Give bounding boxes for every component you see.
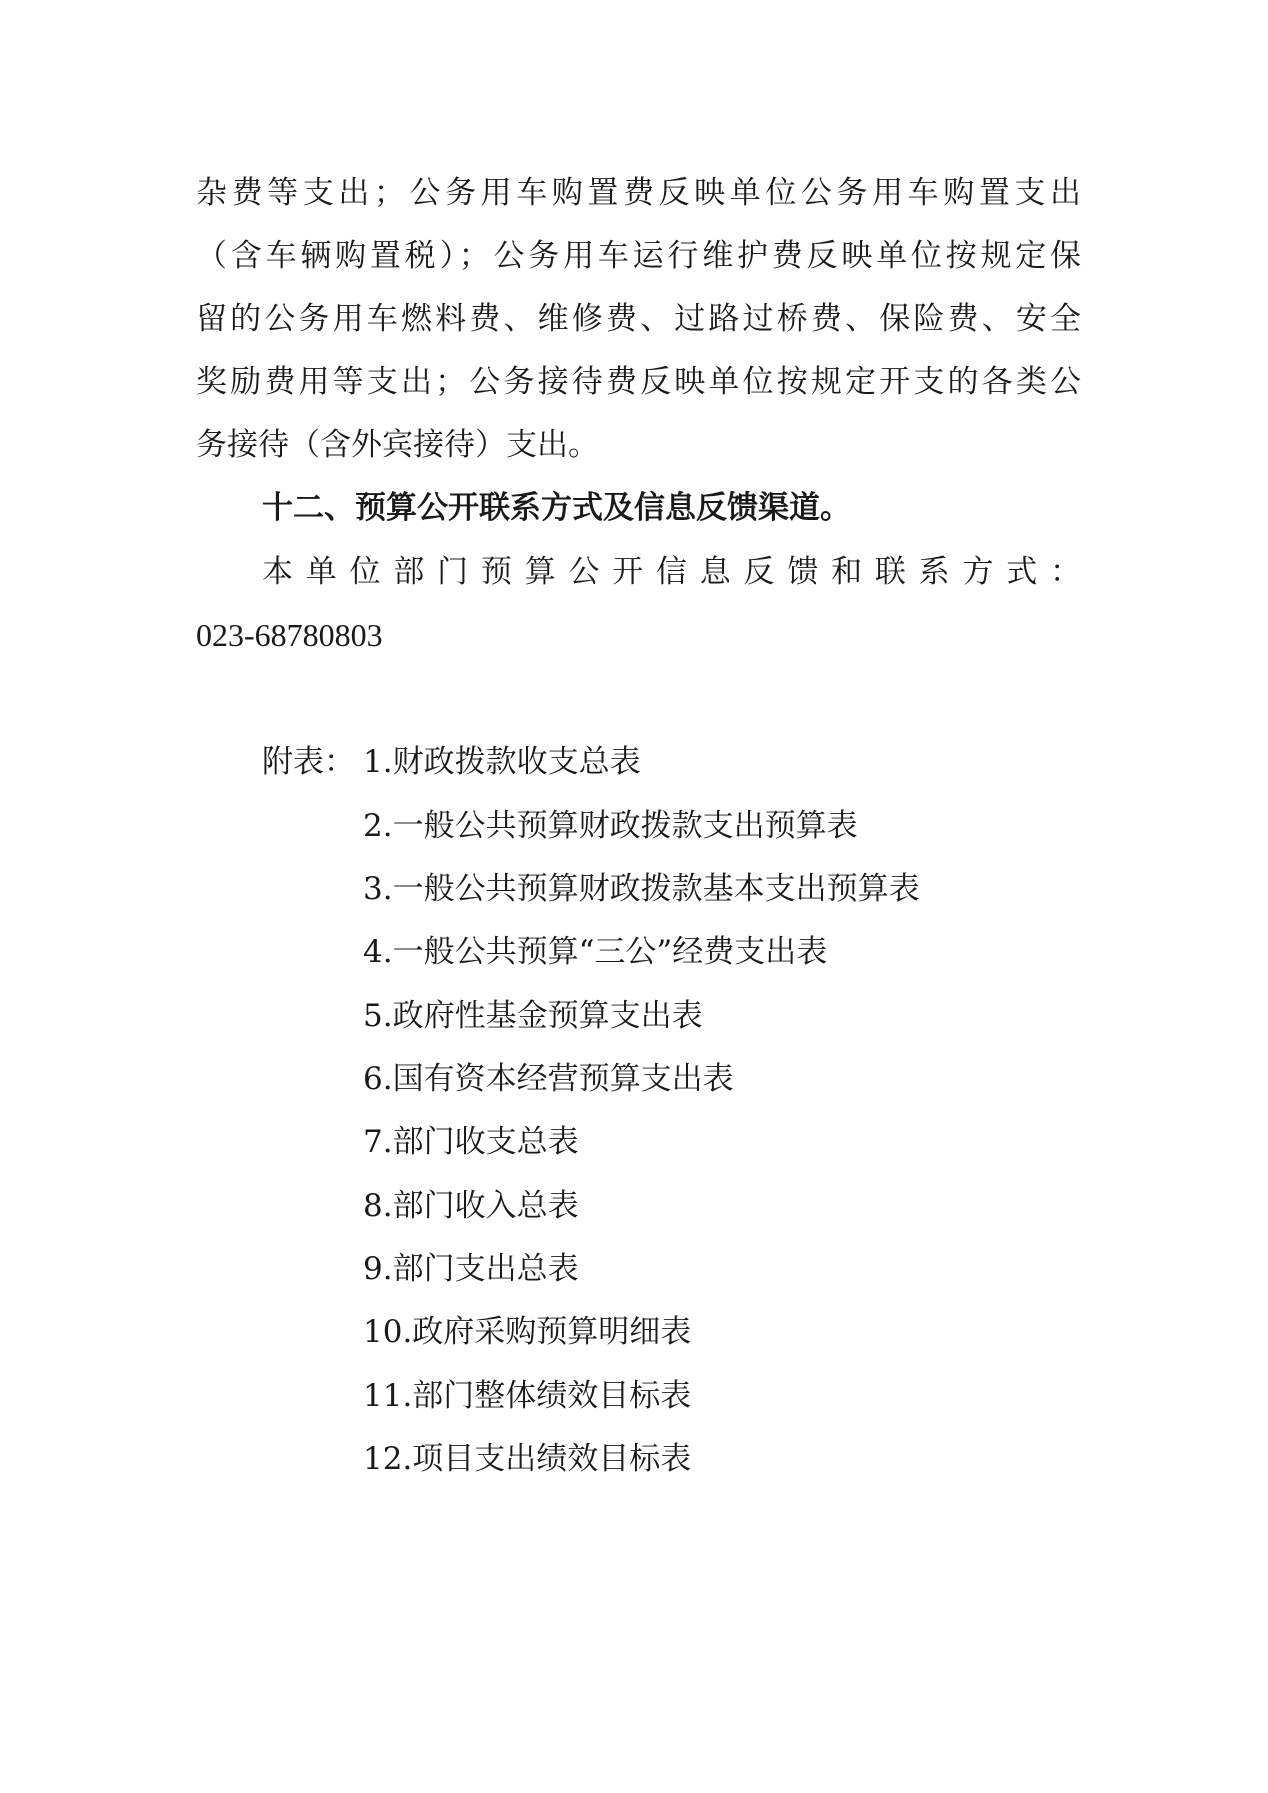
attachment-item: 7.部门收支总表 xyxy=(363,1124,579,1160)
paragraph-line: 留的公务用车燃料费、维修费、过路过桥费、保险费、安全 xyxy=(196,301,1081,337)
attachment-item: 3.一般公共预算财政拨款基本支出预算表 xyxy=(363,871,920,907)
attachment-item: 6.国有资本经营预算支出表 xyxy=(363,1061,734,1097)
attachment-item: 5.政府性基金预算支出表 xyxy=(363,998,703,1034)
attachment-item: 12.项目支出绩效目标表 xyxy=(363,1441,692,1477)
paragraph-line: （含车辆购置税）；公务用车运行维护费反映单位按规定保 xyxy=(196,238,1081,274)
attachments-label: 附表： xyxy=(262,744,355,780)
paragraph-line: 奖励费用等支出；公务接待费反映单位按规定开支的各类公 xyxy=(196,364,1081,400)
paragraph-line: 务接待（含外宾接待）支出。 xyxy=(196,427,599,463)
section-heading: 十二、预算公开联系方式及信息反馈渠道。 xyxy=(262,490,851,526)
paragraph-line: 杂费等支出；公务用车购置费反映单位公务用车购置支出 xyxy=(196,175,1081,211)
contact-line: 本单位部门预算公开信息反馈和联系方式： xyxy=(262,554,1081,590)
attachment-item: 10.政府采购预算明细表 xyxy=(363,1314,692,1350)
contact-phone: 023-68780803 xyxy=(196,617,383,653)
attachment-item: 8.部门收入总表 xyxy=(363,1188,579,1224)
attachment-item: 11.部门整体绩效目标表 xyxy=(363,1378,692,1414)
attachment-item: 9.部门支出总表 xyxy=(363,1251,579,1287)
attachment-item: 4.一般公共预算“三公”经费支出表 xyxy=(363,934,828,970)
attachment-item: 1.财政拨款收支总表 xyxy=(363,744,641,780)
attachment-item: 2.一般公共预算财政拨款支出预算表 xyxy=(363,808,858,844)
